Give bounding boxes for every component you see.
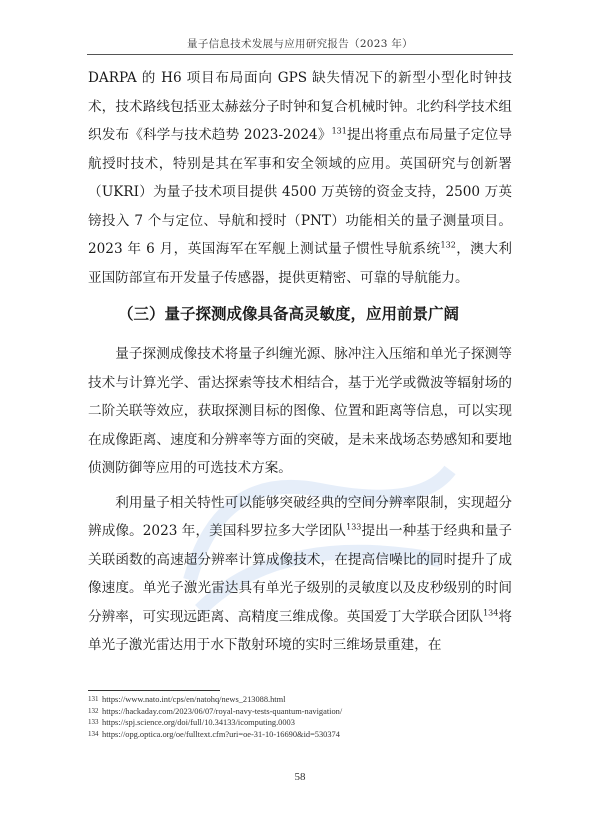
text-run: ，澳大利亚国防部宣布开发量子传感器，提供更精密、可靠的导航能力。 bbox=[88, 241, 512, 286]
footnote-ref[interactable]: 132 bbox=[440, 240, 456, 250]
footnote-link[interactable]: https://opg.optica.org/oe/fulltext.cfm?uri=oe-31-10-16690&id=530374 bbox=[102, 729, 340, 739]
text-run: 将单光子激光雷达用于水下散射环境的实时三维场景重建，在 bbox=[88, 608, 512, 653]
footnote-number: 133 bbox=[88, 718, 99, 726]
footnote-number: 134 bbox=[88, 729, 99, 738]
footnote-ref[interactable]: 134 bbox=[483, 607, 499, 617]
footnote-link[interactable]: https://www.nato.int/cps/en/natohq/news_213088.html bbox=[102, 695, 286, 704]
footnote-link[interactable]: https://spj.science.org/doi/full/10.34133/icomputing.0003 bbox=[102, 718, 295, 727]
page-number: 58 bbox=[294, 771, 306, 783]
paragraph-pnt-programs bbox=[88, 64, 512, 292]
text-run: 提出将重点布局量子定位导航授时技术，特别是其在军事和安全领域的应用。英国研究与创新署（UKRI）为量子技术项目提供 4500 万英镑的资金支持，2500 万英镑投入 7 个与定位、导航和授时（PNT）功能相关的量子测量项目。2023 年 6 月，英国海军在军舰上测试量子惯性导航系统 bbox=[88, 127, 512, 257]
text-run: DARPA 的 H6 项目布局面向 GPS 缺失情况下的新型小型化时钟技术，技术路线包括亚太赫兹分子时钟和复合机械时钟。北约科学技术组织发布《科学与技术趋势 2023-2024》 bbox=[88, 70, 512, 143]
footnote-ref[interactable]: 131 bbox=[331, 126, 347, 136]
footnote-item bbox=[88, 729, 512, 741]
footnote-number: 132 bbox=[88, 706, 99, 715]
footnote-ref[interactable]: 133 bbox=[346, 522, 362, 532]
paragraph-super-resolution bbox=[88, 489, 512, 660]
footnote-link[interactable]: https://hackaday.com/2023/06/07/royal-navy-tests-quantum-navigation/ bbox=[102, 706, 343, 716]
footnote-rule bbox=[88, 690, 220, 691]
text-run: 利用量子相关特性可以能够突破经典的空间分辨率限制，实现超分辨成像。2023 年，美国科罗拉多大学团队 bbox=[88, 494, 512, 539]
footnote-number: 131 bbox=[88, 695, 99, 703]
footnote-item bbox=[88, 706, 512, 718]
text-run: 提出一种基于经典和量子关联函数的高速超分辨率计算成像技术，在提高信噪比的同时提升了成像速度。单光子激光雷达具有单光子级别的灵敏度以及皮秒级别的时间分辨率，可实现远距离、高精度三维成像。英国爱丁大学联合团队 bbox=[88, 523, 513, 625]
footnotes bbox=[88, 694, 512, 740]
running-header: 量子信息技术发展与应用研究报告（2023 年） bbox=[187, 38, 413, 50]
section-heading: （三）量子探测成像具备高灵敏度，应用前景广阔 bbox=[118, 305, 460, 323]
paragraph-quantum-imaging-intro: 量子探测成像技术将量子纠缠光源、脉冲注入压缩和单光子探测等技术与计算光学、雷达探索等技术相结合，基于光学或微波等辐射场的二阶关联等效应，获取探测目标的图像、位置和距离等信息，可以实现在成像距离、速度和分辨率等方面的突破，是未来战场态势感知和要地侦测防御等应用的可选技术方案。 bbox=[88, 346, 512, 476]
header-rule bbox=[87, 54, 513, 55]
footnote-item bbox=[88, 717, 512, 729]
page-body bbox=[88, 64, 512, 660]
footnote-item bbox=[88, 694, 512, 706]
